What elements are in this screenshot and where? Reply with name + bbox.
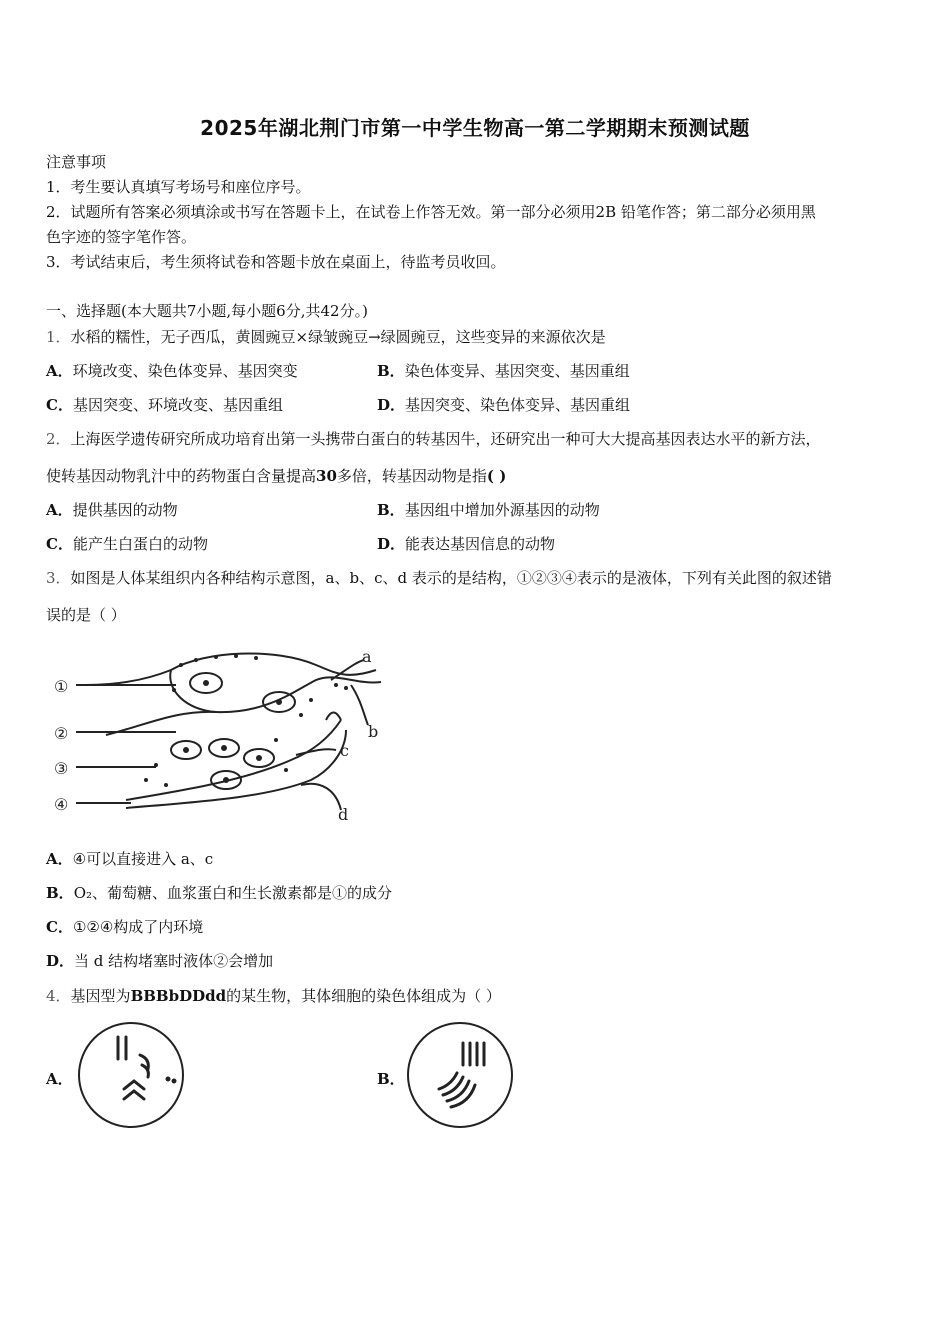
q2-option-a[interactable]: A．提供基因的动物 [46,501,178,519]
question-number: 4． [46,987,71,1005]
structure-label: b [368,722,379,741]
question-number: 2． [46,430,71,448]
question-1-stem: 1．水稻的糯性，无子西瓜，黄圆豌豆×绿皱豌豆→绿圆豌豆，这些变异的来源依次是 [46,328,606,346]
q2-option-d[interactable]: D．能表达基因信息的动物 [377,535,556,553]
q1-option-b[interactable]: B．染色体变异、基因突变、基因重组 [377,362,630,380]
question-2-stem-cont: 使转基因动物乳汁中的药物蛋白含量提高30多倍，转基因动物是指( ) [46,467,507,485]
q3-option-a[interactable]: A．④可以直接进入 a、c [46,850,214,868]
chromosome-cell-b-icon [407,1025,517,1125]
fluid-label: ① [54,677,69,696]
chromosome-cell-a-icon [76,1025,186,1125]
notice-heading: 注意事项 [46,153,107,171]
q4-option-b[interactable]: B． [377,1070,405,1088]
notice-item: 1．考生要认真填写考场号和座位序号。 [46,178,311,196]
question-2-stem: 2．上海医学遗传研究所成功培育出第一头携带白蛋白的转基因牛，还研究出一种可大大提高基因表达水平的新方法， [46,430,821,448]
question-number: 1． [46,328,71,346]
q3-option-b[interactable]: B．O₂、葡萄糖、血浆蛋白和生长激素都是①的成分 [46,884,393,902]
q2-option-c[interactable]: C．能产生白蛋白的动物 [46,535,208,553]
structure-label: d [338,805,349,824]
question-4-stem: 4．基因型为BBBbDDdd的某生物，其体细胞的染色体组成为（ ） [46,987,501,1005]
q1-option-a[interactable]: A．环境改变、染色体变异、基因突变 [46,362,298,380]
tissue-structure-diagram [46,640,396,830]
structure-label: c [340,741,349,760]
notice-item: 3．考试结束后，考生须将试卷和答题卡放在桌面上，待监考员收回。 [46,253,506,271]
notice-item: 色字迹的签字笔作答。 [46,228,197,246]
q3-option-d[interactable]: D．当 d 结构堵塞时液体②会增加 [46,952,274,970]
q1-option-d[interactable]: D．基因突变、染色体变异、基因重组 [377,396,631,414]
fluid-label: ③ [54,759,69,778]
notice-item: 2．试题所有答案必须填涂或书写在答题卡上，在试卷上作答无效。第一部分必须用2B 铅笔作答；第二部分必须用黑 [46,203,816,221]
question-3-stem-cont: 误的是（ ） [46,606,126,624]
section-heading: 一、选择题(本大题共7小题,每小题6分,共42分。) [46,302,368,320]
fluid-label: ② [54,724,69,743]
q3-option-c[interactable]: C．①②④构成了内环境 [46,918,204,936]
fluid-label: ④ [54,795,69,814]
q2-option-b[interactable]: B．基因组中增加外源基因的动物 [377,501,600,519]
question-number: 3． [46,569,71,587]
structure-label: a [362,647,372,666]
q1-option-c[interactable]: C．基因突变、环境改变、基因重组 [46,396,283,414]
q4-option-a[interactable]: A． [46,1070,73,1088]
question-3-stem: 3．如图是人体某组织内各种结构示意图，a、b、c、d 表示的是结构，①②③④表示的是液体，下列有关此图的叙述错 [46,569,832,587]
page-title: 2025年湖北荆门市第一中学生物高一第二学期期末预测试题 [200,116,750,140]
